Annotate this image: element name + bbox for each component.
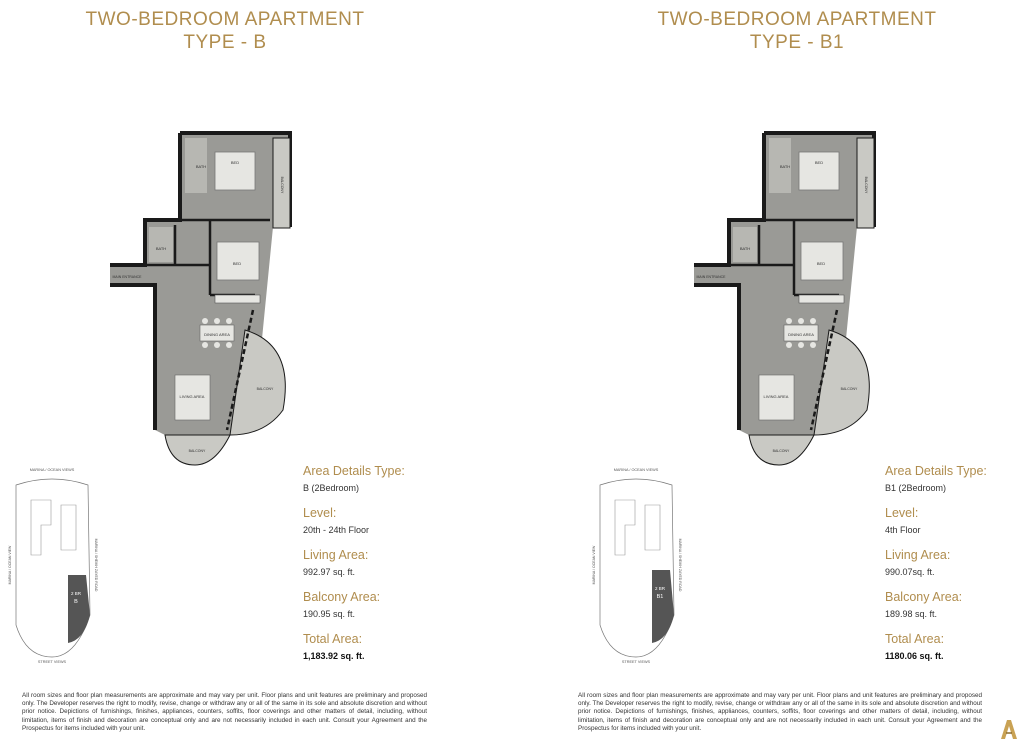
unit-tag-line-1: 2 BR [70, 591, 82, 596]
floor-plan-panel-type-b1 [512, 0, 1024, 746]
key-plan-left-view: MARINA / OCEAN VIEW [8, 545, 12, 585]
label-bed-lower: BED [232, 261, 242, 266]
title-line-1: TWO-BEDROOM APARTMENT [85, 9, 365, 30]
title-line-1: TWO-BEDROOM APARTMENT [657, 9, 937, 30]
label-bath-upper: BATH [779, 164, 791, 169]
key-plan-right-view: MARINA / SHEIKH ZAYED ROAD [94, 538, 98, 592]
label-bath-lower: BATH [739, 246, 751, 251]
key-plan-bottom-view: STREET VIEWS [621, 660, 651, 664]
label-main-entrance: MAIN ENTRANCE [696, 275, 726, 279]
key-plan-top-view: MARINA / OCEAN VIEWS [613, 468, 659, 472]
label-living: LIVING AREA [763, 394, 789, 399]
floor-plan-drawing [689, 130, 889, 470]
living-area-label: Living Area: [303, 548, 369, 562]
living-area-value: 992.97 sq. ft. [303, 567, 356, 577]
balcony-area-label: Balcony Area: [885, 590, 963, 604]
label-living: LIVING AREA [179, 394, 205, 399]
balcony-area-value: 190.95 sq. ft. [303, 609, 356, 619]
label-balcony-right: BALCONY [256, 387, 274, 391]
unit-tag-line-2: B [74, 599, 78, 605]
total-area-value: 1180.06 sq. ft. [885, 651, 944, 661]
key-plan-left-view: MARINA / OCEAN VIEW [592, 545, 596, 585]
page-title [512, 8, 1024, 54]
type-label: Area Details Type: [303, 464, 405, 478]
unit-tag-line-1: 2 BR [654, 586, 666, 591]
label-balcony-bottom: BALCONY [772, 449, 790, 453]
disclaimer-text: All room sizes and floor plan measurements are approximate and may vary per unit. Floor plans and unit features are preliminary and proposed only. The Developer reserves the right to modify, revise, change or withdraw any or all of the same in its sole and absolute discretion and without prior notice. Depictions of furnishings, finishes, appliances, counters, soffits, floor coverings and other matters of detail, including, without limitation, items of finish and decoration are conceptual only and are not necessarily included in each unit. Consult your Agreement and the Prospectus for items included with your unit. [578, 692, 982, 732]
label-main-entrance: MAIN ENTRANCE [112, 275, 142, 279]
gold-a-monogram-icon [1000, 718, 1018, 740]
key-plan-bottom-view: STREET VIEWS [37, 660, 67, 664]
type-value: B (2Bedroom) [303, 483, 360, 493]
label-dining: DINING AREA [204, 332, 230, 337]
unit-tag-line-2: B1 [656, 594, 664, 600]
floor-plan-drawing [105, 130, 305, 470]
label-balcony-side: BALCONY [864, 176, 868, 194]
total-area-label: Total Area: [885, 632, 945, 646]
label-bath-lower: BATH [155, 246, 167, 251]
label-balcony-bottom: BALCONY [188, 449, 206, 453]
label-balcony-right: BALCONY [840, 387, 858, 391]
total-area-label: Total Area: [303, 632, 363, 646]
living-area-value: 990.07sq. ft. [885, 567, 935, 577]
key-plan-right-view: MARINA / SHEIKH ZAYED ROAD [678, 538, 682, 592]
total-area-value: 1,183.92 sq. ft. [303, 651, 365, 661]
area-details [885, 464, 1024, 674]
level-value: 4th Floor [885, 525, 921, 535]
level-value: 20th - 24th Floor [303, 525, 370, 535]
label-bed-upper: BED [814, 160, 824, 165]
level-label: Level: [885, 506, 919, 520]
area-details [303, 464, 503, 674]
label-bed-lower: BED [816, 261, 826, 266]
level-label: Level: [303, 506, 337, 520]
type-label: Area Details Type: [885, 464, 987, 478]
balcony-area-value: 189.98 sq. ft. [885, 609, 938, 619]
type-value: B1 (2Bedroom) [885, 483, 947, 493]
key-plan-top-view: MARINA / OCEAN VIEWS [29, 468, 75, 472]
page-title [0, 8, 450, 54]
key-plan-drawing [590, 465, 682, 665]
title-line-2: TYPE - B [183, 32, 267, 53]
label-bed-upper: BED [230, 160, 240, 165]
living-area-label: Living Area: [885, 548, 951, 562]
label-balcony-side: BALCONY [280, 176, 284, 194]
label-dining: DINING AREA [788, 332, 814, 337]
disclaimer-text: All room sizes and floor plan measurements are approximate and may vary per unit. Floor plans and unit features are preliminary and proposed only. The Developer reserves the right to modify, revise, change or withdraw any or all of the same in its sole and absolute discretion and without prior notice. Depictions of furnishings, finishes, appliances, counters, soffits, floor coverings and other matters of detail, including, without limitation, items of finish and decoration are conceptual only and are not necessarily included in each unit. Consult your Agreement and the Prospectus for items included with your unit. [22, 692, 427, 732]
balcony-area-label: Balcony Area: [303, 590, 381, 604]
title-line-2: TYPE - B1 [749, 32, 845, 53]
key-plan-drawing [6, 465, 98, 665]
label-bath-upper: BATH [195, 164, 207, 169]
